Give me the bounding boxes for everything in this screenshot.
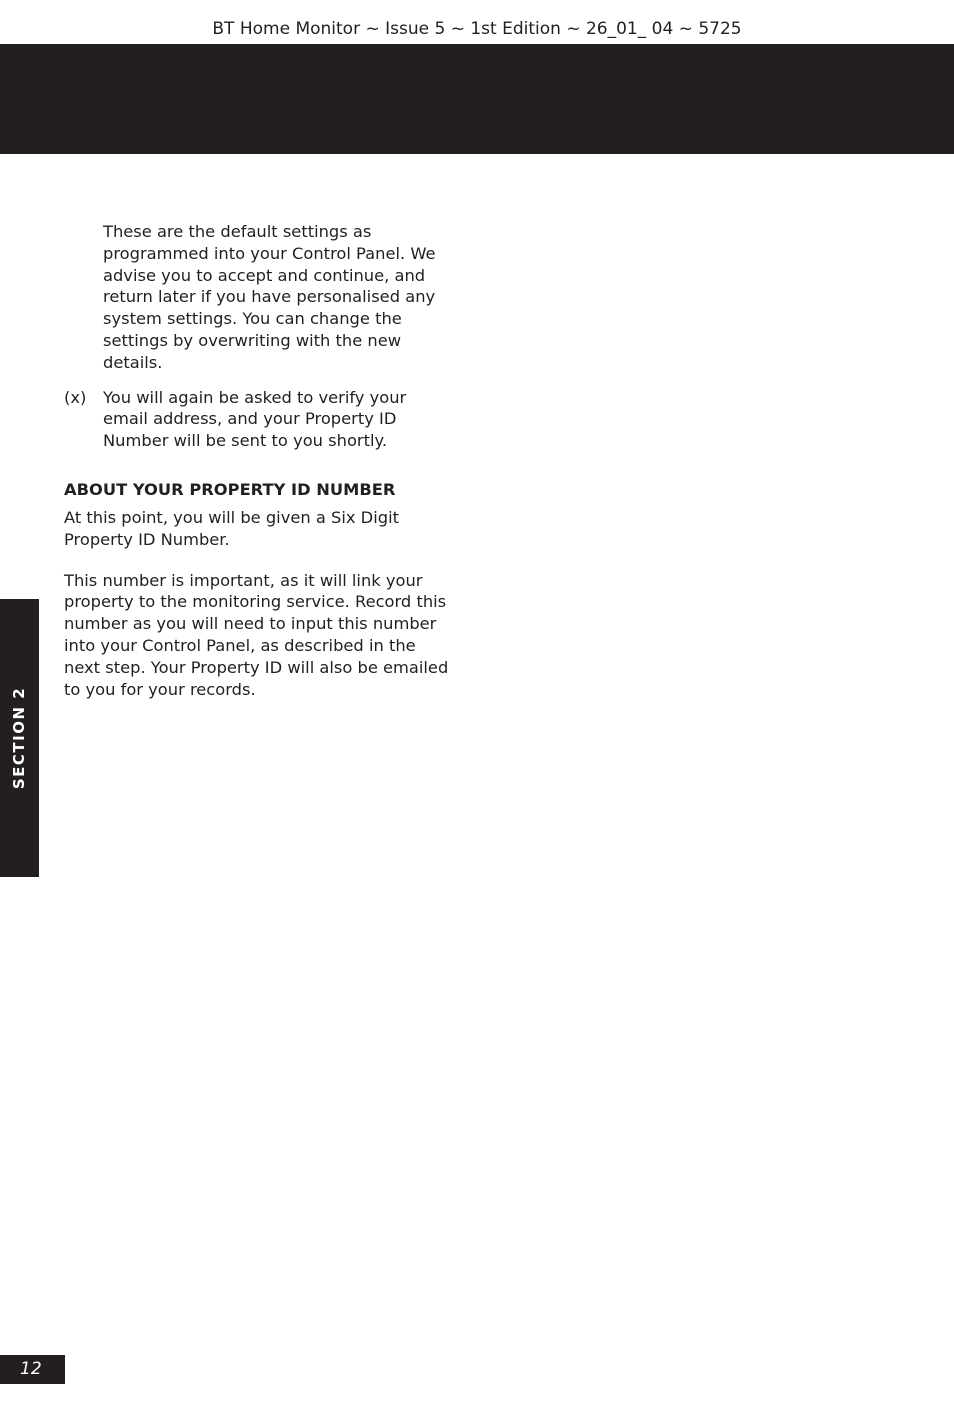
list-marker: (x) (64, 387, 87, 407)
body-paragraph: This number is important, as it will link your property to the monitoring service. Record this number as you will need to input this number into your Control Panel, as described in the next step. Your Property ID will also be emailed to you for your records. (64, 570, 449, 699)
page-number: 12 (20, 1359, 42, 1379)
body-paragraph: At this point, you will be given a Six Digit Property ID Number. (64, 507, 399, 549)
list-item (64, 387, 456, 452)
intro-paragraph: These are the default settings as programmed into your Control Panel. We advise you to accept and continue, and return later if you have personalised any system settings. You can change the settings by overwriting with the new details. (103, 222, 436, 372)
page-number-box (0, 1355, 65, 1384)
list-item-text: You will again be asked to verify your email address, and your Property ID Number will be sent to you shortly. (103, 387, 407, 451)
running-header: BT Home Monitor ~ Issue 5 ~ 1st Edition ~ 26_01_ 04 ~ 5725 (212, 19, 742, 39)
header-band (0, 44, 954, 154)
body-text-column (64, 221, 456, 700)
section-tab-label: SECTION 2 (10, 686, 28, 790)
section-heading: ABOUT YOUR PROPERTY ID NUMBER (64, 479, 396, 499)
